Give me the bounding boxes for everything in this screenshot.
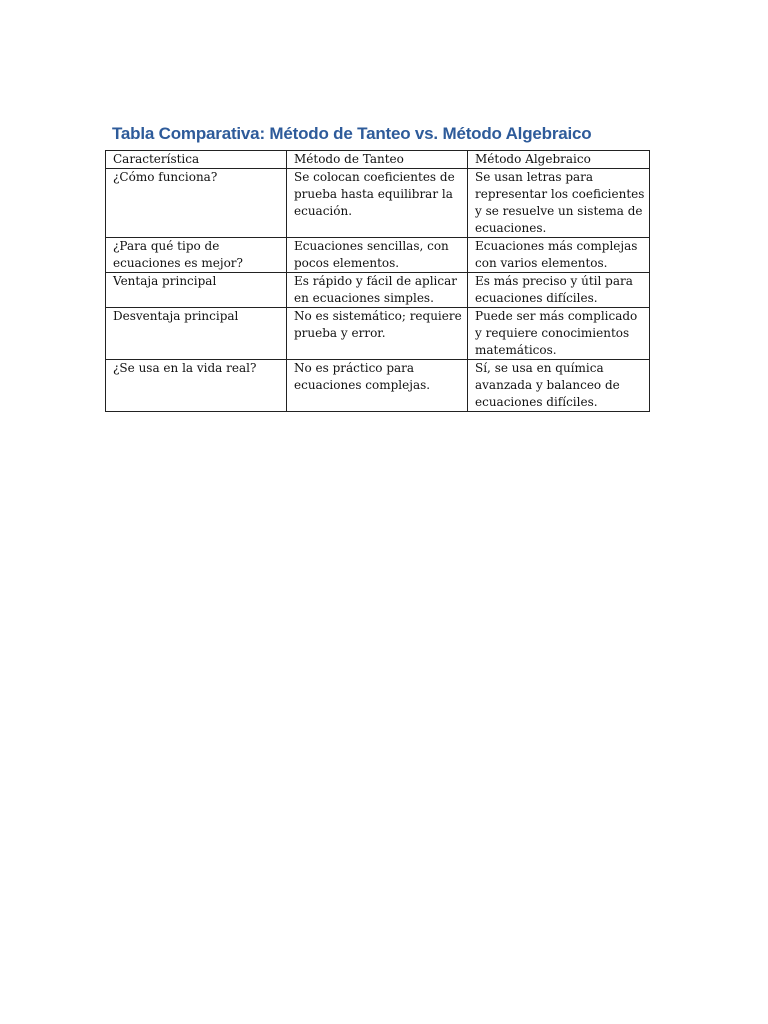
- header-cell-tanteo: Método de Tanteo: [287, 151, 468, 169]
- algebraico-cell: Ecuaciones más complejas con varios elementos.: [468, 238, 650, 273]
- algebraico-cell: Sí, se usa en química avanzada y balanceo de ecuaciones difíciles.: [468, 360, 650, 412]
- table-row: [106, 238, 650, 273]
- table-row: [106, 273, 650, 308]
- tanteo-cell: Se colocan coeficientes de prueba hasta equilibrar la ecuación.: [287, 169, 468, 238]
- tanteo-cell: Ecuaciones sencillas, con pocos elementos.: [287, 238, 468, 273]
- row-label-cell: ¿Cómo funciona?: [106, 169, 287, 238]
- row-label-cell: Desventaja principal: [106, 308, 287, 360]
- tanteo-cell: No es práctico para ecuaciones complejas.: [287, 360, 468, 412]
- row-label-cell: ¿Se usa en la vida real?: [106, 360, 287, 412]
- algebraico-cell: Es más preciso y útil para ecuaciones difíciles.: [468, 273, 650, 308]
- algebraico-cell: Puede ser más complicado y requiere conocimientos matemáticos.: [468, 308, 650, 360]
- tanteo-cell: No es sistemático; requiere prueba y error.: [287, 308, 468, 360]
- header-cell-caracteristica: Característica: [106, 151, 287, 169]
- tanteo-cell: Es rápido y fácil de aplicar en ecuaciones simples.: [287, 273, 468, 308]
- algebraico-cell: Se usan letras para representar los coeficientes y se resuelve un sistema de ecuaciones.: [468, 169, 650, 238]
- table-row: [106, 360, 650, 412]
- table-row: [106, 169, 650, 238]
- comparison-table: [105, 150, 650, 412]
- document-title: Tabla Comparativa: Método de Tanteo vs. Método Algebraico: [112, 124, 592, 143]
- row-label-cell: ¿Para qué tipo de ecuaciones es mejor?: [106, 238, 287, 273]
- table-header-row: [106, 151, 650, 169]
- table-row: [106, 308, 650, 360]
- row-label-cell: Ventaja principal: [106, 273, 287, 308]
- header-cell-algebraico: Método Algebraico: [468, 151, 650, 169]
